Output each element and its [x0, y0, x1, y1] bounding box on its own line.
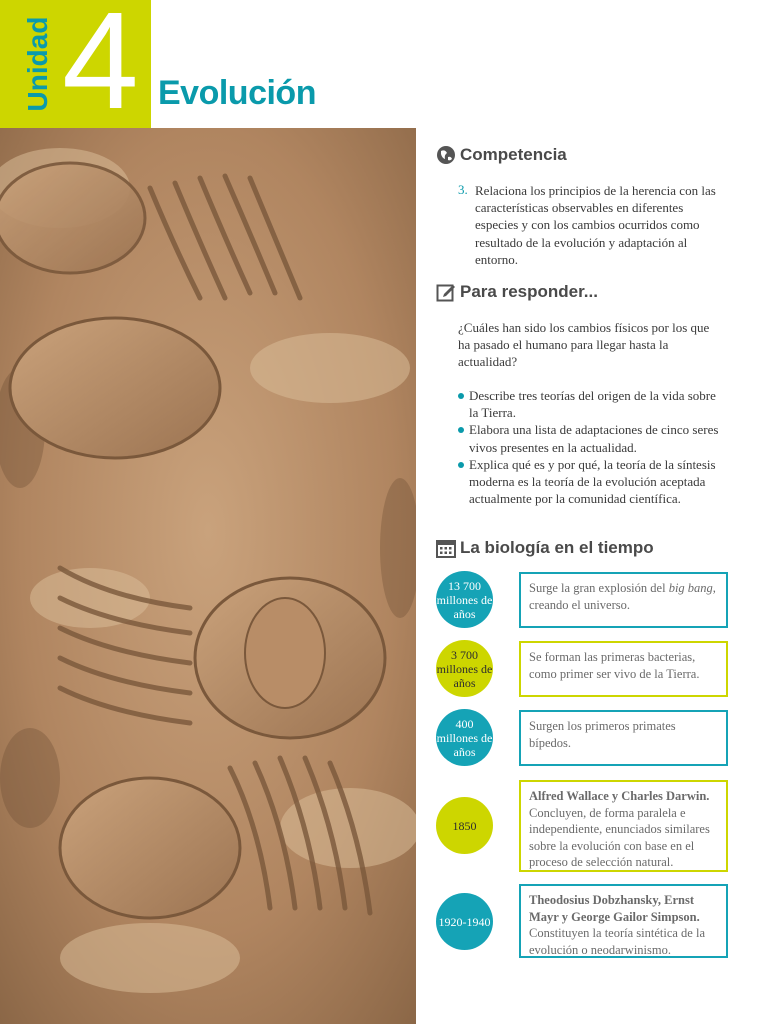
- globe-icon: [436, 145, 456, 165]
- competencia-heading: [436, 145, 567, 165]
- timeline-event: [519, 572, 728, 628]
- list-item: Describe tres teorías del origen de la vida sobre la Tierra.: [458, 387, 720, 421]
- para-responder-title: Para responder...: [460, 282, 598, 301]
- calendar-icon: [436, 538, 456, 558]
- question-text: ¿Cuáles han sido los cambios físicos por los que ha pasado el humano para llegar hasta la actualidad?: [458, 320, 710, 370]
- event-italic: big bang: [668, 581, 713, 595]
- fossil-trilobites-image: [0, 128, 416, 1024]
- unit-badge: [0, 0, 151, 128]
- timeline-date: 400 millones de años: [436, 709, 493, 766]
- page-title: Evolución: [158, 74, 316, 112]
- competencia-number: 3.: [458, 182, 468, 197]
- task-list: [458, 387, 720, 507]
- competencia-text: Relaciona los principios de la herencia con las características observables en diferentes especies y con los cambios ocurridos como resultado de la evolución y adaptación al entorno.: [475, 183, 716, 267]
- event-bold: Alfred Wallace y Charles Darwin.: [529, 789, 710, 803]
- timeline-event: [519, 710, 728, 766]
- event-text: Concluyen, de forma paralela e independiente, enunciados similares sobre la evolución con base en el proceso de selección natural.: [529, 805, 710, 869]
- para-responder-heading: [436, 282, 598, 302]
- competencia-title: Competencia: [460, 145, 567, 164]
- list-item: Elabora una lista de adaptaciones de cinco seres vivos presentes en la actualidad.: [458, 421, 720, 455]
- timeline-title: La biología en el tiempo: [460, 538, 654, 557]
- timeline-event: [519, 641, 728, 697]
- unit-label: Unidad: [22, 16, 53, 112]
- timeline-date: 13 700 millones de años: [436, 571, 493, 628]
- event-text: Surge la gran explosión del: [529, 581, 669, 595]
- list-item: Explica qué es y por qué, la teoría de la síntesis moderna es la teoría de la evolución aceptada actualmente por la comunidad científica.: [458, 456, 720, 508]
- timeline-event: [519, 884, 728, 958]
- edit-icon: [436, 282, 456, 302]
- timeline-heading: [436, 538, 654, 558]
- event-text: Constituyen la teoría sintética de la evolución o neodarwinismo.: [529, 926, 705, 957]
- timeline-date: 3 700 millones de años: [436, 640, 493, 697]
- timeline-event: [519, 780, 728, 872]
- event-text: Surgen los primeros primates bípedos.: [529, 719, 676, 750]
- event-bold: Theodosius Dobzhansky, Ernst Mayr y George Gailor Simpson.: [529, 893, 700, 924]
- timeline-date: 1850: [436, 797, 493, 854]
- unit-number: 4: [62, 0, 139, 128]
- event-text: Se forman las primeras bacterias, como primer ser vivo de la Tierra.: [529, 650, 700, 681]
- event-text-after: , creando el universo.: [529, 581, 716, 612]
- timeline-date: 1920-1940: [436, 893, 493, 950]
